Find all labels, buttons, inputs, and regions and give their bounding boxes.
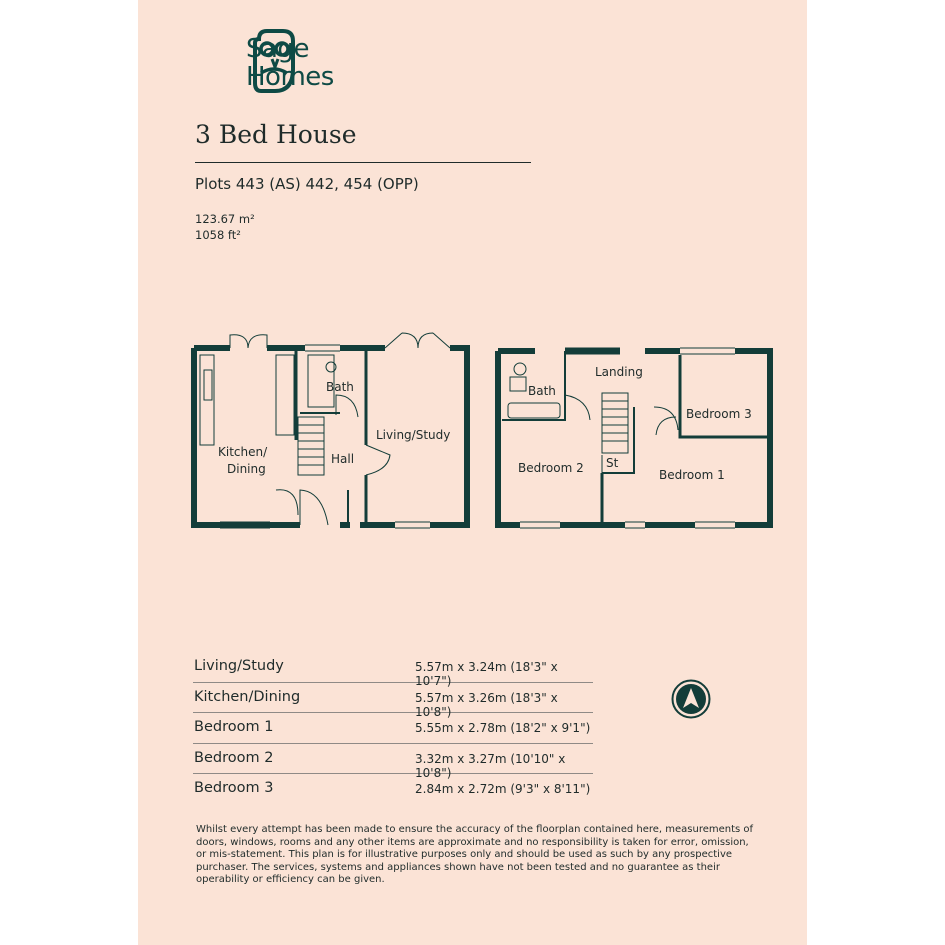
room-label-bedroom-2: Bedroom 2: [518, 461, 584, 475]
floor-plans: [190, 325, 780, 535]
dimension-size: 5.57m x 3.24m (18'3" x 10'7"): [415, 660, 558, 688]
dimension-room: Bedroom 3: [194, 780, 274, 796]
dimension-size: 3.32m x 3.27m (10'10" x 10'8"): [415, 751, 566, 780]
title-divider: [195, 162, 531, 163]
room-label-dining: Dining: [227, 462, 266, 476]
room-label-kitchen: Kitchen/: [218, 445, 268, 459]
disclaimer-text: Whilst every attempt has been made to ensure the accuracy of the floorplan contained here, measurements of doors, windows, rooms and any other items are approximate and no responsibility is taken for error, omission, or mis-statement. This plan is for illustrative purposes only and should be used as such by any prospective purchaser. The services, systems and appliances shown have not been tested and no guarantee as their operability or efficiency can be given.: [196, 824, 754, 886]
area-sqm: 123.67 m²: [195, 212, 255, 226]
dimension-room: Kitchen/Dining: [194, 688, 301, 705]
dimension-room: Bedroom 1: [194, 719, 274, 735]
floor-area: [195, 211, 255, 243]
room-label-ground-bath: Bath: [326, 380, 354, 394]
dimension-size: 5.57m x 3.26m (18'3" x 10'8"): [415, 690, 558, 719]
page-title: 3 Bed House: [195, 120, 357, 149]
room-label-first-bath: Bath: [528, 384, 556, 398]
room-label-hall: Hall: [331, 452, 355, 466]
room-label-storage: St: [606, 456, 619, 470]
dimension-room: Bedroom 2: [194, 749, 274, 766]
dimension-row: [193, 774, 593, 804]
room-label-landing: Landing: [595, 365, 643, 379]
brand-line-1: Sage: [246, 34, 309, 64]
dimension-room: Living/Study: [194, 658, 284, 674]
room-label-bedroom-3: Bedroom 3: [686, 407, 752, 421]
room-label-bedroom-1: Bedroom 1: [659, 468, 725, 482]
dimension-size: 5.55m x 2.78m (18'2" x 9'1"): [415, 721, 591, 735]
dimension-row: [193, 652, 593, 688]
room-dimensions-table: [193, 652, 593, 804]
plot-numbers: Plots 443 (AS) 442, 454 (OPP): [195, 175, 419, 193]
room-label-living-study: Living/Study: [376, 428, 451, 442]
dimension-size: 2.84m x 2.72m (9'3" x 8'11"): [415, 782, 591, 796]
area-sqft: 1058 ft²: [195, 228, 241, 242]
dimension-row: [193, 713, 593, 744]
brand-line-2: Homes: [246, 62, 334, 92]
brand-name: [246, 35, 334, 91]
dimension-row: [193, 744, 593, 780]
dimension-row: [193, 683, 593, 719]
north-arrow-icon: [671, 679, 711, 719]
